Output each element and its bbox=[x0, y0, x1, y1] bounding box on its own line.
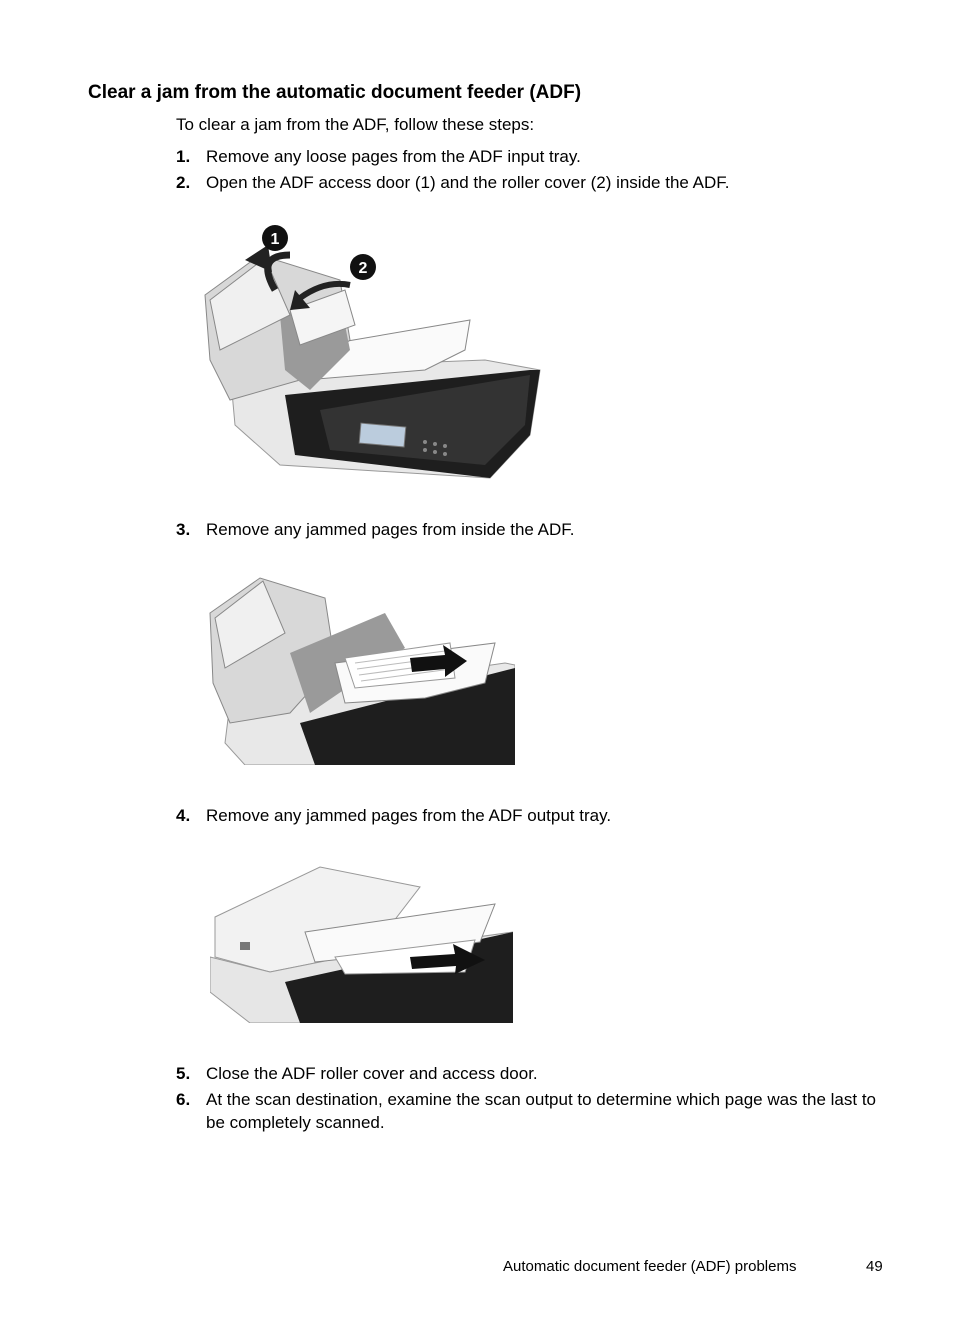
step-number: 2. bbox=[176, 173, 191, 192]
step-text: Close the ADF roller cover and access door. bbox=[206, 1064, 538, 1083]
step-text: Open the ADF access door (1) and the roller cover (2) inside the ADF. bbox=[206, 173, 730, 192]
figure-remove-pages-inside-adf bbox=[205, 573, 515, 765]
step-number: 5. bbox=[176, 1064, 191, 1083]
step-2 bbox=[176, 171, 886, 194]
section-heading: Clear a jam from the automatic document feeder (ADF) bbox=[88, 82, 582, 103]
step-4 bbox=[176, 804, 886, 827]
figure-remove-pages-output-tray bbox=[210, 862, 513, 1023]
step-number: 6. bbox=[176, 1090, 191, 1109]
step-5 bbox=[176, 1062, 886, 1085]
step-text: At the scan destination, examine the scan output to determine which page was the last to be completely scanned. bbox=[206, 1090, 877, 1132]
step-number: 1. bbox=[176, 147, 191, 166]
step-text: Remove any jammed pages from the ADF output tray. bbox=[206, 806, 612, 825]
figure-adf-open-doors bbox=[200, 220, 545, 482]
step-3 bbox=[176, 518, 886, 541]
step-number: 3. bbox=[176, 520, 191, 539]
intro-text: To clear a jam from the ADF, follow these steps: bbox=[176, 115, 535, 134]
step-6 bbox=[176, 1088, 886, 1134]
step-text: Remove any loose pages from the ADF input tray. bbox=[206, 147, 581, 166]
step-text: Remove any jammed pages from inside the ADF. bbox=[206, 520, 575, 539]
step-1 bbox=[176, 145, 886, 168]
callout-1-label: 1 bbox=[270, 231, 280, 248]
footer-page-number: 49 bbox=[866, 1258, 883, 1275]
step-number: 4. bbox=[176, 806, 191, 825]
hp-logo-icon bbox=[240, 942, 250, 950]
footer-section-title: Automatic document feeder (ADF) problems bbox=[503, 1258, 797, 1275]
callout-2-label: 2 bbox=[358, 260, 368, 277]
